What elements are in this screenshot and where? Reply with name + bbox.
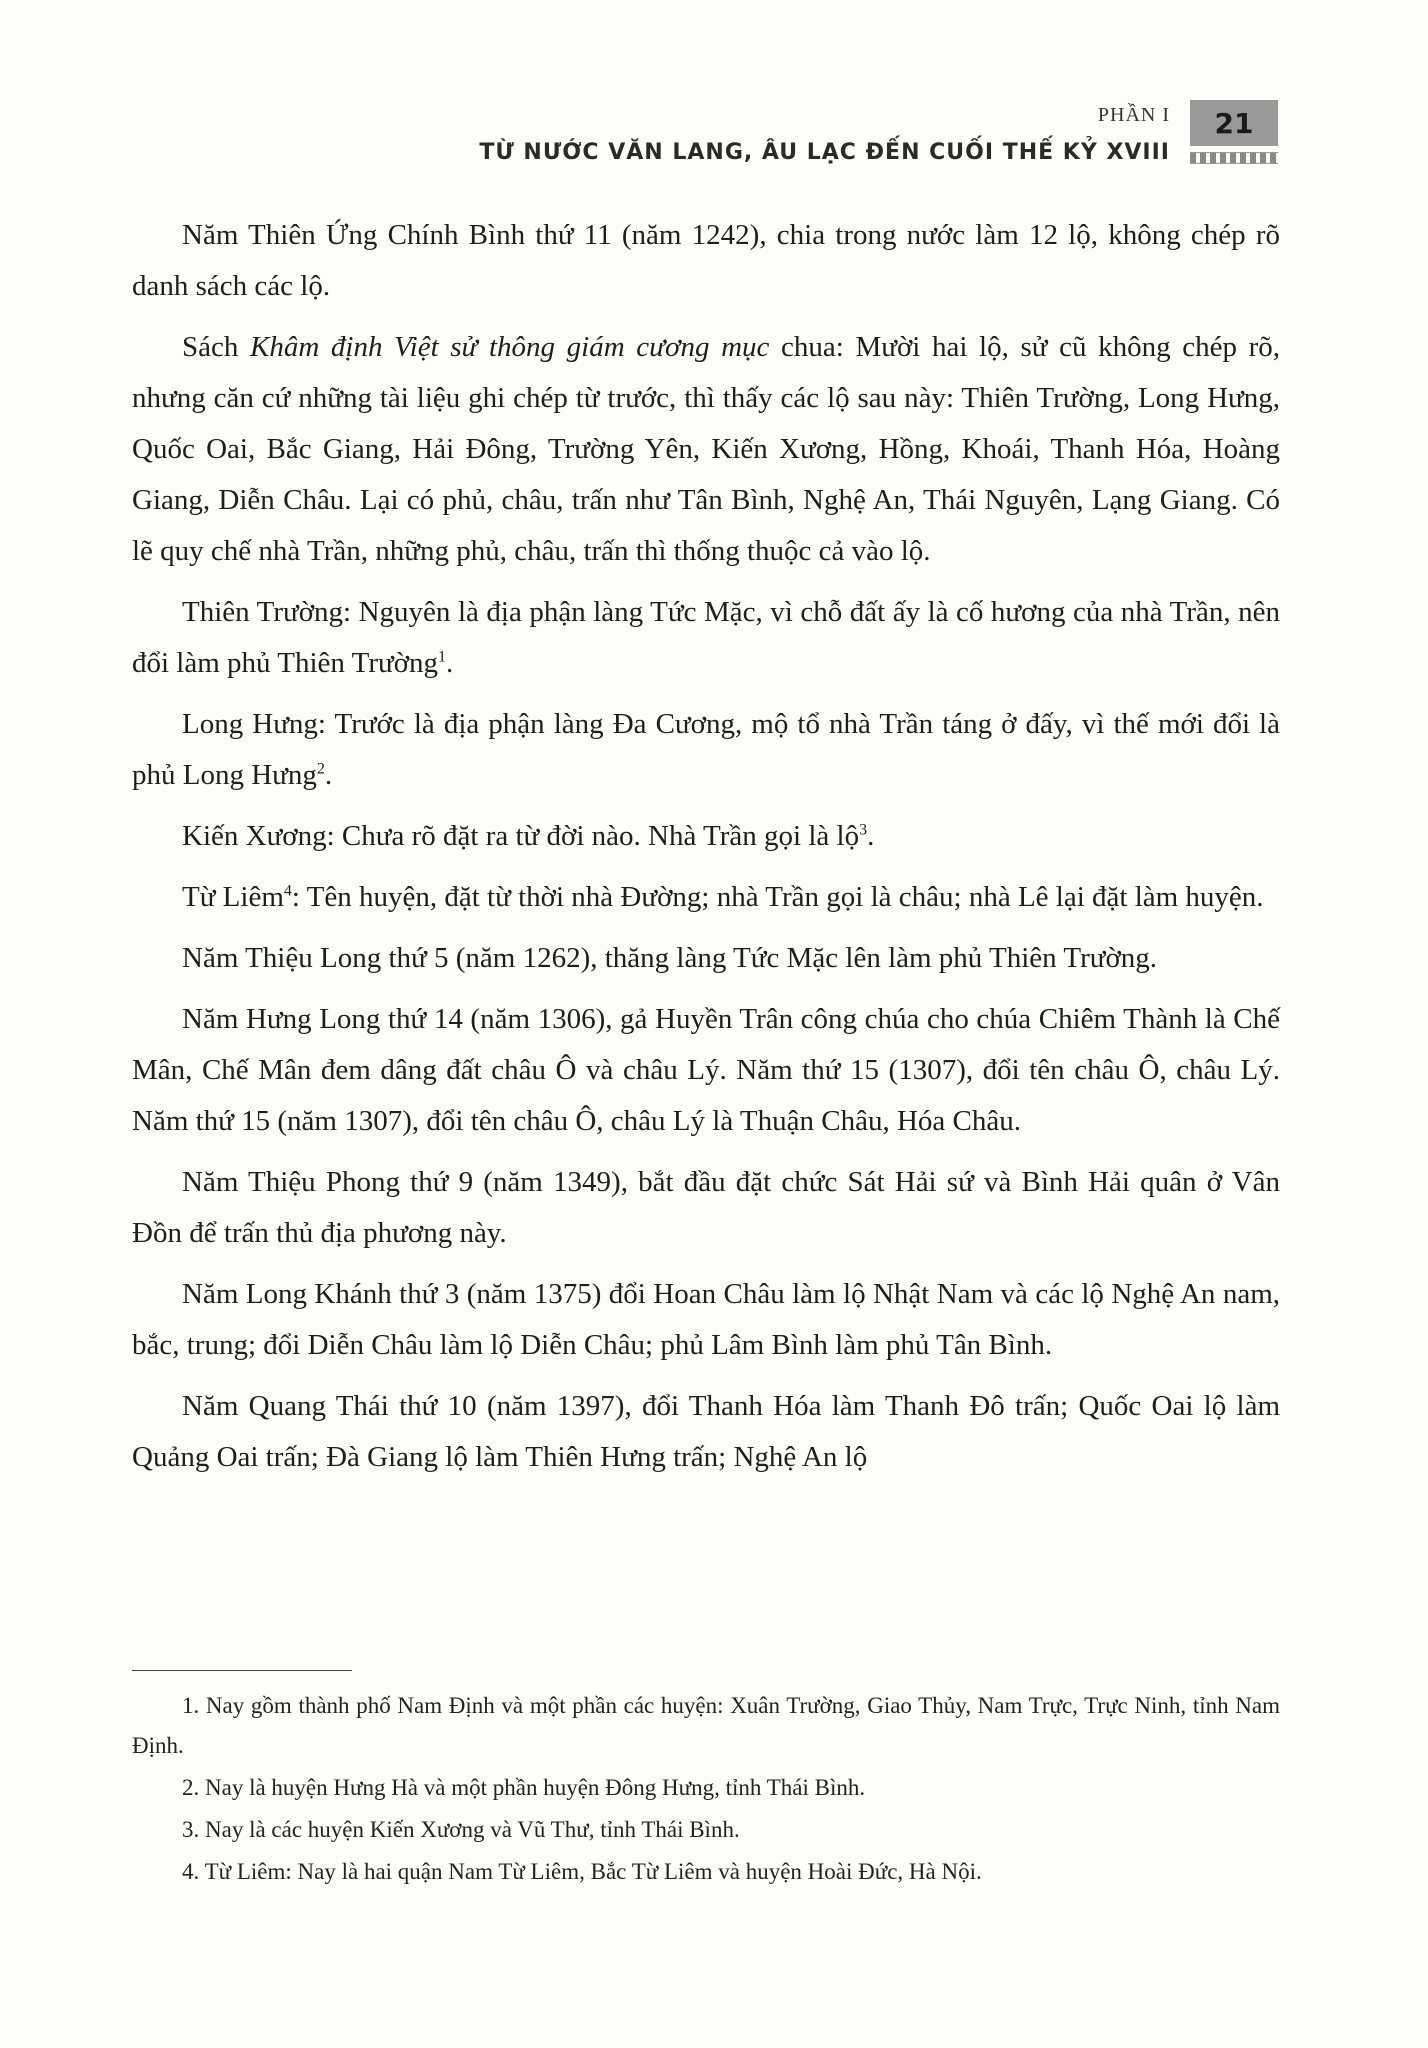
footnote: 1. Nay gồm thành phố Nam Định và một phần các huyện: Xuân Trường, Giao Thủy, Nam Trực, Trực Ninh, tỉnh Nam Định. <box>132 1693 1280 1758</box>
paragraph-text: Năm Quang Thái thứ 10 (năm 1397), đổi Thanh Hóa làm Thanh Đô trấn; Quốc Oai lộ làm Quảng Oai trấn; Đà Giang lộ làm Thiên Hưng trấn; Nghệ An lộ <box>132 1390 1280 1473</box>
footnotes <box>132 1686 1280 1894</box>
paragraph <box>132 587 1280 689</box>
part-label: PHẦN I <box>1097 104 1170 126</box>
footnote: 2. Nay là huyện Hưng Hà và một phần huyện Đông Hưng, tỉnh Thái Bình. <box>182 1775 866 1800</box>
paragraph-text: . <box>867 820 875 852</box>
paragraph-text: . <box>446 647 454 679</box>
paragraph <box>132 699 1280 801</box>
paragraph <box>132 933 1280 984</box>
paragraph-text: Năm Thiệu Phong thứ 9 (năm 1349), bắt đầu đặt chức Sát Hải sứ và Bình Hải quân ở Vân Đồn để trấn thủ địa phương này. <box>132 1166 1280 1249</box>
paragraph-text: : Tên huyện, đặt từ thời nhà Đường; nhà Trần gọi là châu; nhà Lê lại đặt làm huyện. <box>291 881 1264 913</box>
book-title: Khâm định Việt sử thông giám cương mục <box>250 331 770 363</box>
paragraph <box>132 210 1280 312</box>
paragraph-text: Năm Thiên Ứng Chính Bình thứ 11 (năm 1242), chia trong nước làm 12 lộ, không chép rõ danh sách các lộ. <box>132 219 1280 302</box>
main-text <box>132 210 1280 1493</box>
paragraph <box>132 1157 1280 1259</box>
paragraph <box>132 1269 1280 1371</box>
page-number: 21 <box>1214 106 1254 140</box>
footnote-ref[interactable]: 4 <box>283 882 292 900</box>
paragraph-text: chua: Mười hai lộ, sử cũ không chép rõ, nhưng căn cứ những tài liệu ghi chép từ trước, thì thấy các lộ sau này: Thiên Trường, Long Hưng, Quốc Oai, Bắc Giang, Hải Đông, Trường Yên, Kiến Xương, Hồng, Khoái, Thanh Hóa, Hoàng Giang, Diễn Châu. Lại có phủ, châu, trấn như Tân Bình, Nghệ An, Thái Nguyên, Lạng Giang. Có lẽ quy chế nhà Trần, những phủ, châu, trấn thì thống thuộc cả vào lộ. <box>132 331 1280 567</box>
paragraph-text: Thiên Trường: Nguyên là địa phận làng Tức Mặc, vì chỗ đất ấy là cố hương của nhà Trần, nên đổi làm phủ Thiên Trường <box>132 596 1280 679</box>
section-title: TỪ NƯỚC VĂN LANG, ÂU LẠC ĐẾN CUỐI THẾ KỶ XVIII <box>479 140 1170 165</box>
paragraph-text: Long Hưng: Trước là địa phận làng Đa Cương, mộ tổ nhà Trần táng ở đấy, vì thế mới đổi là phủ Long Hưng <box>132 708 1280 791</box>
page-number-box <box>1190 100 1278 146</box>
paragraph-text: Sách <box>182 331 250 363</box>
footnote-ref[interactable]: 1 <box>438 648 447 666</box>
paragraph <box>132 872 1280 923</box>
running-header <box>278 100 1278 180</box>
paragraph-text: Kiến Xương: Chưa rõ đặt ra từ đời nào. Nhà Trần gọi là lộ <box>182 820 860 852</box>
paragraph-text: . <box>324 759 333 791</box>
paragraph-text: Năm Long Khánh thứ 3 (năm 1375) đổi Hoan Châu làm lộ Nhật Nam và các lộ Nghệ An nam, bắc, trung; đổi Diễn Châu làm lộ Diễn Châu; phủ Lâm Bình làm phủ Tân Bình. <box>132 1278 1280 1361</box>
footnote-ref[interactable]: 3 <box>859 821 868 839</box>
paragraph <box>132 811 1280 862</box>
paragraph-text: Từ Liêm <box>182 881 284 913</box>
paragraph-text: Năm Thiệu Long thứ 5 (năm 1262), thăng làng Tức Mặc lên làm phủ Thiên Trường. <box>182 942 1158 974</box>
header-ornament <box>1190 152 1278 164</box>
paragraph <box>132 322 1280 577</box>
footnote: 3. Nay là các huyện Kiến Xương và Vũ Thư, tỉnh Thái Bình. <box>182 1817 740 1842</box>
paragraph <box>132 994 1280 1147</box>
paragraph <box>132 1381 1280 1483</box>
footnote-ref[interactable]: 2 <box>316 760 325 778</box>
footnote: 4. Từ Liêm: Nay là hai quận Nam Từ Liêm, Bắc Từ Liêm và huyện Hoài Đức, Hà Nội. <box>182 1859 982 1884</box>
paragraph-text: Năm Hưng Long thứ 14 (năm 1306), gả Huyền Trân công chúa cho chúa Chiêm Thành là Chế Mân, Chế Mân đem dâng đất châu Ô và châu Lý. Năm thứ 15 (1307), đổi tên châu Ô, châu Lý. Năm thứ 15 (năm 1307), đổi tên châu Ô, châu Lý là Thuận Châu, Hóa Châu. <box>132 1003 1280 1137</box>
footnote-divider <box>132 1670 352 1671</box>
